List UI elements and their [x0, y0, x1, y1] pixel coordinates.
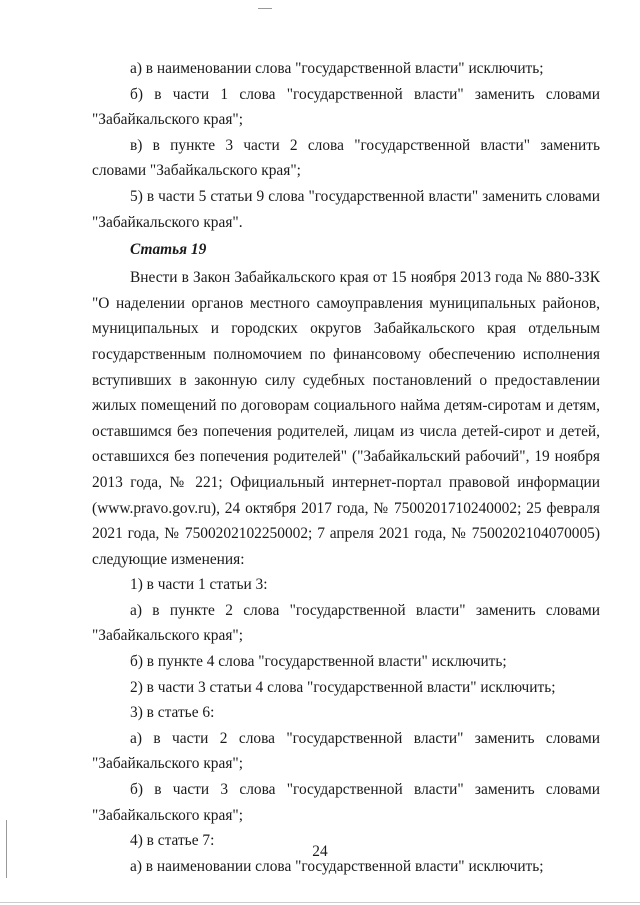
paragraph: а) в наименовании слова "государственной власти" исключить; — [130, 857, 544, 875]
paragraph: 4) в статье 7: — [130, 832, 215, 850]
paragraph: а) в пункте 2 слова "государственной власти" заменить словами "Забайкальского края"; — [92, 601, 600, 645]
paragraph: а) в части 2 слова "государственной власти" заменить словами "Забайкальского края"; — [92, 729, 600, 773]
paragraph: 1) в части 1 статьи 3: — [130, 576, 268, 594]
paragraph: Внести в Закон Забайкальского края от 15 ноября 2013 года № 880-ЗЗК "О наделении органов местного самоуправления муниципальных районов, муниципальных и городских округов Забайкальского края отдельным государственным полномочием по финансовому обеспечению исполнения вступивших в законную силу судебных постановлений о предоставлении жилых помещений по договорам социального найма детям-сиротам и детям, оставшимся без попечения родителей, лицам из числа детей-сирот и детей, оставшихся без попечения родителей" ("Забайкальский рабочий", 19 ноября 2013 года, № 221; Официальный интернет-портал правовой информации (www.pravo.gov.ru), 24 октября 2017 года, № 7500201710240002; 25 февраля 2021 года, № 7500202102250002; 7 апреля 2021 года, № 7500202104070005) следующие изменения: — [92, 269, 600, 568]
paragraph: 3) в статье 6: — [130, 704, 215, 722]
paragraph: 5) в части 5 статьи 9 слова "государственной власти" заменить словами "Забайкальского края". — [92, 187, 600, 231]
paragraph: б) в пункте 4 слова "государственной власти" исключить; — [130, 653, 507, 671]
paragraph: 2) в части 3 статьи 4 слова "государственной власти" исключить; — [130, 678, 556, 696]
paragraph: в) в пункте 3 части 2 слова "государственной власти" заменить словами "Забайкальского края"; — [92, 136, 600, 180]
document-body — [92, 56, 600, 879]
paragraph: б) в части 3 слова "государственной власти" заменить словами "Забайкальского края"; — [92, 781, 600, 824]
paragraph: а) в наименовании слова "государственной власти" исключить; — [130, 60, 544, 77]
page-number: 24 — [312, 843, 328, 860]
paragraph: б) в части 1 слова "государственной власти" заменить словами "Забайкальского края"; — [92, 85, 600, 129]
scan-artifact-bottom — [0, 902, 640, 903]
scan-artifact-top — [258, 8, 272, 9]
article-title: Статья 19 — [130, 241, 207, 259]
